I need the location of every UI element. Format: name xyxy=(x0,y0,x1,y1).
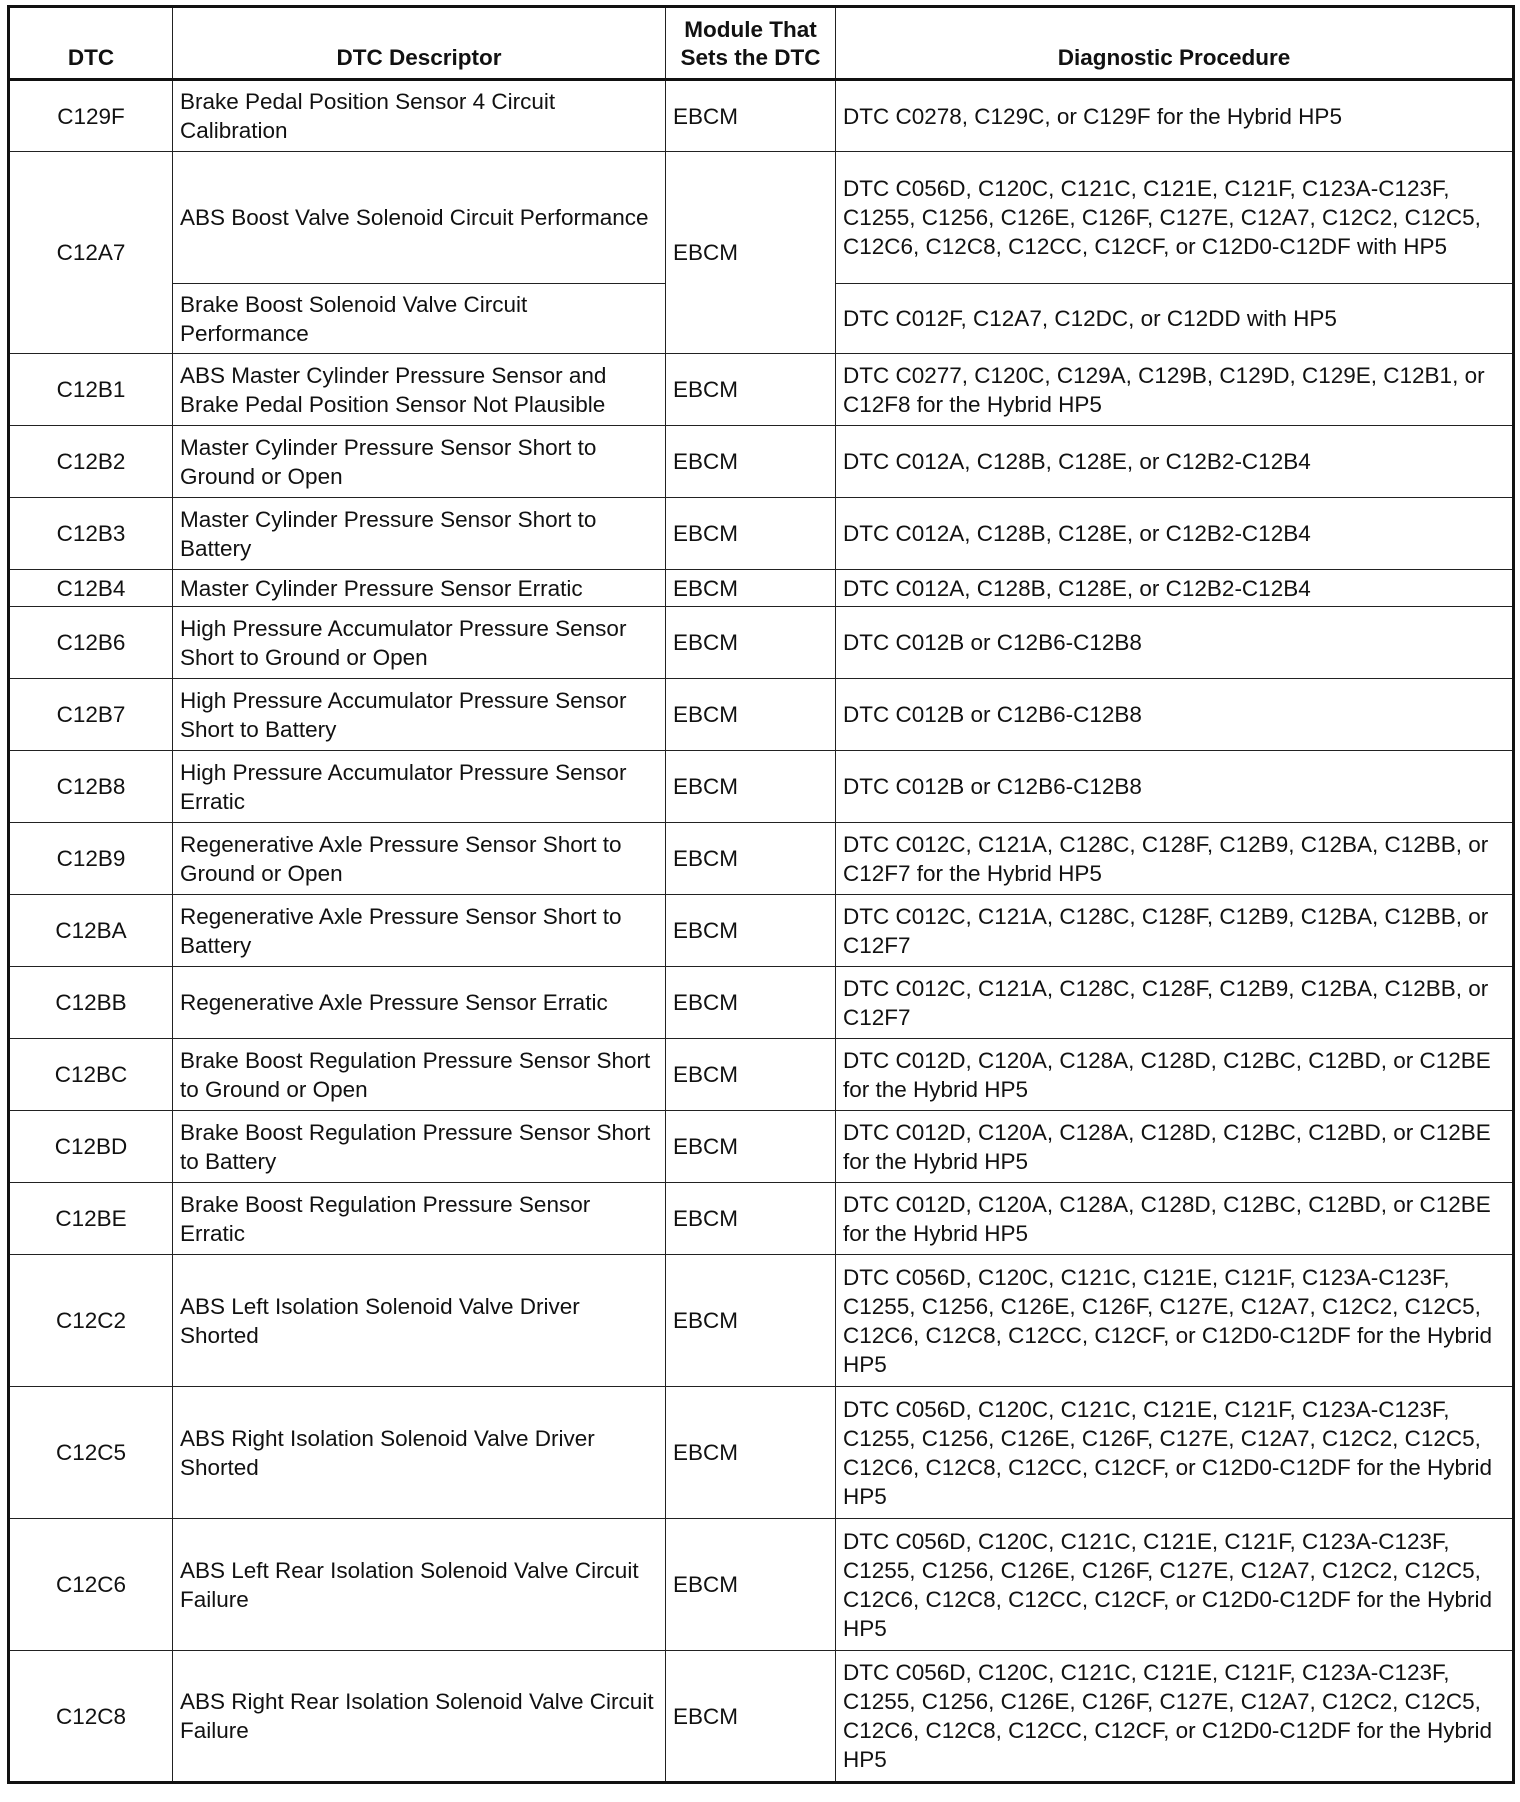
dtc-descriptor: Brake Boost Regulation Pressure Sensor Short to Ground or Open xyxy=(173,1039,666,1111)
dtc-descriptor: Regenerative Axle Pressure Sensor Short to Battery xyxy=(173,895,666,967)
dtc-procedure: DTC C056D, C120C, C121C, C121E, C121F, C123A-C123F, C1255, C1256, C126E, C126F, C127E, C12A7, C12C2, C12C5, C12C6, C12C8, C12CC, C12CF, or C12D0-C12DF with HP5 xyxy=(836,152,1514,284)
table-row xyxy=(9,895,1514,967)
dtc-code: C12B6 xyxy=(9,607,173,679)
table-row xyxy=(9,498,1514,570)
dtc-code: C12BE xyxy=(9,1183,173,1255)
dtc-descriptor: ABS Left Rear Isolation Solenoid Valve Circuit Failure xyxy=(173,1519,666,1651)
dtc-procedure: DTC C012D, C120A, C128A, C128D, C12BC, C12BD, or C12BE for the Hybrid HP5 xyxy=(836,1111,1514,1183)
dtc-procedure: DTC C012B or C12B6-C12B8 xyxy=(836,751,1514,823)
dtc-code: C12B7 xyxy=(9,679,173,751)
table-row xyxy=(9,152,1514,284)
dtc-module: EBCM xyxy=(666,1651,836,1783)
dtc-code: C12B3 xyxy=(9,498,173,570)
dtc-procedure: DTC C012C, C121A, C128C, C128F, C12B9, C12BA, C12BB, or C12F7 xyxy=(836,967,1514,1039)
table-row xyxy=(9,354,1514,426)
dtc-module: EBCM xyxy=(666,152,836,354)
header-module-line2: Sets the DTC xyxy=(680,45,821,70)
dtc-procedure: DTC C0278, C129C, or C129F for the Hybrid HP5 xyxy=(836,80,1514,152)
dtc-procedure: DTC C012C, C121A, C128C, C128F, C12B9, C12BA, C12BB, or C12F7 for the Hybrid HP5 xyxy=(836,823,1514,895)
table-row xyxy=(9,1111,1514,1183)
table-row xyxy=(9,80,1514,152)
dtc-procedure: DTC C012D, C120A, C128A, C128D, C12BC, C12BD, or C12BE for the Hybrid HP5 xyxy=(836,1183,1514,1255)
dtc-code: C12BA xyxy=(9,895,173,967)
dtc-module: EBCM xyxy=(666,498,836,570)
table-row xyxy=(9,1519,1514,1651)
table-row xyxy=(9,426,1514,498)
dtc-descriptor: Brake Boost Regulation Pressure Sensor Erratic xyxy=(173,1183,666,1255)
dtc-module: EBCM xyxy=(666,1183,836,1255)
header-module xyxy=(666,7,836,80)
dtc-module: EBCM xyxy=(666,570,836,607)
dtc-module: EBCM xyxy=(666,1387,836,1519)
dtc-code: C12BB xyxy=(9,967,173,1039)
dtc-code: C12B2 xyxy=(9,426,173,498)
dtc-procedure: DTC C056D, C120C, C121C, C121E, C121F, C123A-C123F, C1255, C1256, C126E, C126F, C127E, C12A7, C12C2, C12C5, C12C6, C12C8, C12CC, C12CF, or C12D0-C12DF for the Hybrid HP5 xyxy=(836,1255,1514,1387)
dtc-descriptor: Regenerative Axle Pressure Sensor Erratic xyxy=(173,967,666,1039)
dtc-module: EBCM xyxy=(666,607,836,679)
header-procedure: Diagnostic Procedure xyxy=(836,7,1514,80)
dtc-code: C12B8 xyxy=(9,751,173,823)
header-module-line1: Module That xyxy=(684,17,817,42)
dtc-code: C12C6 xyxy=(9,1519,173,1651)
table-row xyxy=(9,967,1514,1039)
dtc-descriptor: ABS Boost Valve Solenoid Circuit Performance xyxy=(173,152,666,284)
dtc-code: C12A7 xyxy=(9,152,173,354)
dtc-code: C12B1 xyxy=(9,354,173,426)
dtc-table xyxy=(7,5,1515,1784)
dtc-procedure: DTC C012F, C12A7, C12DC, or C12DD with HP5 xyxy=(836,284,1514,354)
dtc-procedure: DTC C012D, C120A, C128A, C128D, C12BC, C12BD, or C12BE for the Hybrid HP5 xyxy=(836,1039,1514,1111)
dtc-descriptor: Master Cylinder Pressure Sensor Erratic xyxy=(173,570,666,607)
dtc-descriptor: ABS Right Rear Isolation Solenoid Valve Circuit Failure xyxy=(173,1651,666,1783)
dtc-module: EBCM xyxy=(666,354,836,426)
header-descriptor: DTC Descriptor xyxy=(173,7,666,80)
dtc-module: EBCM xyxy=(666,823,836,895)
table-row xyxy=(9,823,1514,895)
dtc-descriptor: Master Cylinder Pressure Sensor Short to Battery xyxy=(173,498,666,570)
dtc-procedure: DTC C012C, C121A, C128C, C128F, C12B9, C12BA, C12BB, or C12F7 xyxy=(836,895,1514,967)
table-row xyxy=(9,679,1514,751)
table-row xyxy=(9,1387,1514,1519)
dtc-descriptor: Regenerative Axle Pressure Sensor Short to Ground or Open xyxy=(173,823,666,895)
dtc-procedure: DTC C012B or C12B6-C12B8 xyxy=(836,607,1514,679)
dtc-module: EBCM xyxy=(666,751,836,823)
dtc-module: EBCM xyxy=(666,679,836,751)
dtc-module: EBCM xyxy=(666,80,836,152)
table-row xyxy=(9,1039,1514,1111)
dtc-module: EBCM xyxy=(666,426,836,498)
dtc-descriptor: ABS Left Isolation Solenoid Valve Driver Shorted xyxy=(173,1255,666,1387)
dtc-descriptor: ABS Right Isolation Solenoid Valve Driver Shorted xyxy=(173,1387,666,1519)
table-row xyxy=(9,1651,1514,1783)
dtc-descriptor: Brake Boost Regulation Pressure Sensor Short to Battery xyxy=(173,1111,666,1183)
table-row xyxy=(9,607,1514,679)
table-header-row xyxy=(9,7,1514,80)
dtc-module: EBCM xyxy=(666,1519,836,1651)
dtc-descriptor: High Pressure Accumulator Pressure Sensor Short to Battery xyxy=(173,679,666,751)
dtc-module: EBCM xyxy=(666,967,836,1039)
dtc-table-container xyxy=(7,5,1512,1784)
dtc-procedure: DTC C012A, C128B, C128E, or C12B2-C12B4 xyxy=(836,570,1514,607)
dtc-descriptor: High Pressure Accumulator Pressure Sensor Short to Ground or Open xyxy=(173,607,666,679)
dtc-descriptor: Brake Pedal Position Sensor 4 Circuit Calibration xyxy=(173,80,666,152)
dtc-procedure: DTC C012A, C128B, C128E, or C12B2-C12B4 xyxy=(836,426,1514,498)
dtc-procedure: DTC C056D, C120C, C121C, C121E, C121F, C123A-C123F, C1255, C1256, C126E, C126F, C127E, C12A7, C12C2, C12C5, C12C6, C12C8, C12CC, C12CF, or C12D0-C12DF for the Hybrid HP5 xyxy=(836,1651,1514,1783)
dtc-procedure: DTC C0277, C120C, C129A, C129B, C129D, C129E, C12B1, or C12F8 for the Hybrid HP5 xyxy=(836,354,1514,426)
dtc-module: EBCM xyxy=(666,1111,836,1183)
dtc-descriptor: High Pressure Accumulator Pressure Sensor Erratic xyxy=(173,751,666,823)
dtc-module: EBCM xyxy=(666,1039,836,1111)
dtc-descriptor: Brake Boost Solenoid Valve Circuit Performance xyxy=(173,284,666,354)
dtc-code: C12BD xyxy=(9,1111,173,1183)
dtc-module: EBCM xyxy=(666,1255,836,1387)
dtc-descriptor: ABS Master Cylinder Pressure Sensor and Brake Pedal Position Sensor Not Plausible xyxy=(173,354,666,426)
dtc-procedure: DTC C012A, C128B, C128E, or C12B2-C12B4 xyxy=(836,498,1514,570)
dtc-descriptor: Master Cylinder Pressure Sensor Short to Ground or Open xyxy=(173,426,666,498)
dtc-procedure: DTC C056D, C120C, C121C, C121E, C121F, C123A-C123F, C1255, C1256, C126E, C126F, C127E, C12A7, C12C2, C12C5, C12C6, C12C8, C12CC, C12CF, or C12D0-C12DF for the Hybrid HP5 xyxy=(836,1387,1514,1519)
header-dtc: DTC xyxy=(9,7,173,80)
dtc-procedure: DTC C056D, C120C, C121C, C121E, C121F, C123A-C123F, C1255, C1256, C126E, C126F, C127E, C12A7, C12C2, C12C5, C12C6, C12C8, C12CC, C12CF, or C12D0-C12DF for the Hybrid HP5 xyxy=(836,1519,1514,1651)
dtc-code: C12BC xyxy=(9,1039,173,1111)
dtc-code: C129F xyxy=(9,80,173,152)
table-row xyxy=(9,570,1514,607)
dtc-code: C12C2 xyxy=(9,1255,173,1387)
table-row xyxy=(9,1183,1514,1255)
dtc-code: C12C5 xyxy=(9,1387,173,1519)
dtc-module: EBCM xyxy=(666,895,836,967)
dtc-procedure: DTC C012B or C12B6-C12B8 xyxy=(836,679,1514,751)
table-row xyxy=(9,1255,1514,1387)
dtc-code: C12C8 xyxy=(9,1651,173,1783)
table-row xyxy=(9,751,1514,823)
dtc-code: C12B4 xyxy=(9,570,173,607)
dtc-code: C12B9 xyxy=(9,823,173,895)
